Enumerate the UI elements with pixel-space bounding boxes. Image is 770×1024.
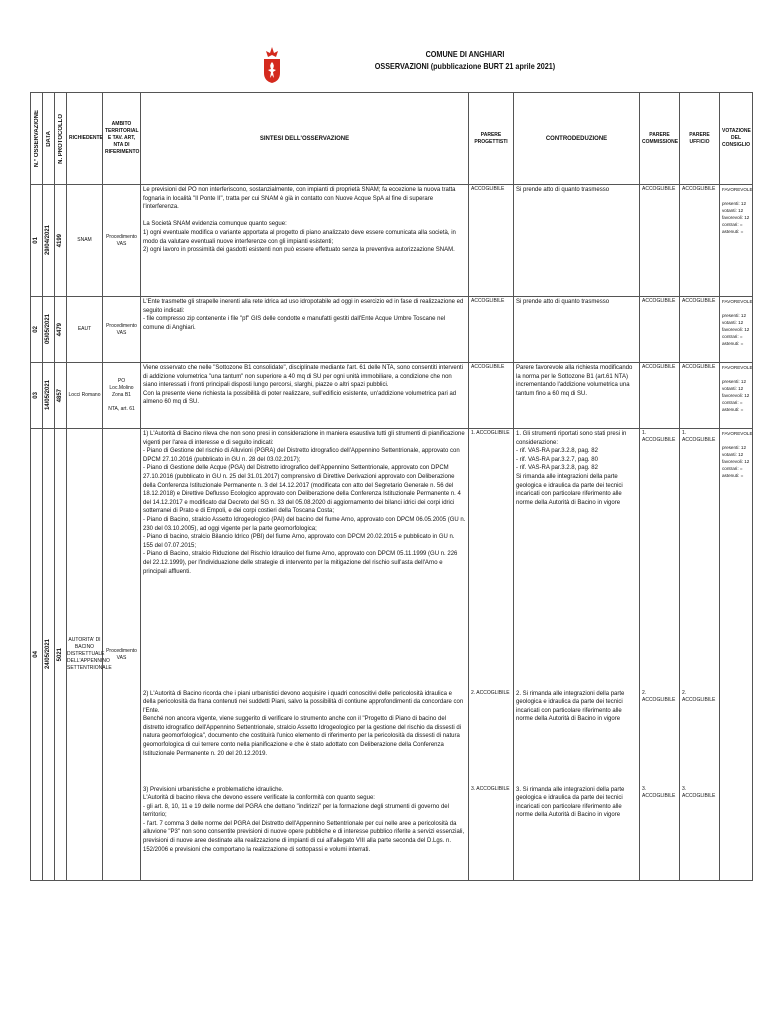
row-votazione: FAVOREVOLE presenti: 12 votanti: 12 favorevoli: 12 contrari: = astenuti: = — [720, 297, 753, 363]
row-parere-commissione: ACCOGLIBILE — [640, 297, 680, 363]
row-parere-progettisti: ACCOGLIBILE — [469, 363, 514, 429]
row-parere-ufficio: ACCOGLIBILE — [680, 185, 720, 297]
row-richiedente: Locci Romano — [67, 363, 103, 429]
row-votazione: FAVOREVOLE presenti: 12 votanti: 12 favorevoli: 12 contrari: = astenuti: = — [720, 363, 753, 429]
table-row — [31, 185, 753, 297]
row-parere-ufficio: ACCOGLIBILE — [680, 297, 720, 363]
row-parere-progettisti: 1. ACCOGLIBILE — [469, 429, 514, 689]
row-parere-commissione: ACCOGLIBILE — [640, 363, 680, 429]
row-protocollo: 4199 — [55, 185, 67, 297]
row-controdeduzione: 2. Si rimanda alle integrazioni della parte geologica e idraulica da parte dei tecnici incaricati con particolare riferimento alle norme della Autorità di Bacino in vigore — [514, 689, 640, 785]
row-parere-ufficio: 3. ACCOGLIBILE — [680, 785, 720, 881]
row-controdeduzione: Si prende atto di quanto trasmesso — [514, 297, 640, 363]
col-sintesi: SINTESI DELL'OSSERVAZIONE — [141, 93, 469, 185]
row-data: 24/05/2021 — [43, 429, 55, 881]
row-parere-commissione: 3. ACCOGLIBILE — [640, 785, 680, 881]
row-num: 01 — [31, 185, 43, 297]
comune-emblem-logo — [262, 45, 282, 85]
col-ambito: AMBITO TERRITORIAL E TAV. ART, NTA DI RIFERIMENTO — [103, 93, 141, 185]
row-ambito: PO Loc.Molino Zona B1 NTA, art. 61 — [103, 363, 141, 429]
col-data: DATA — [43, 93, 55, 185]
table-header-row — [31, 93, 753, 185]
col-num: N.° OSSERVAZIONE — [31, 93, 43, 185]
row-parere-ufficio: ACCOGLIBILE — [680, 363, 720, 429]
document-subtitle: OSSERVAZIONI (pubblicazione BURT 21 aprile 2021) — [374, 61, 556, 71]
row-data: 14/05/2021 — [43, 363, 55, 429]
col-parere-progettisti: PARERE PROGETTISTI — [469, 93, 514, 185]
row-ambito: Procedimento VAS — [103, 429, 141, 881]
row-richiedente: EAUT — [67, 297, 103, 363]
row-parere-progettisti: ACCOGLIBILE — [469, 297, 514, 363]
row-parere-progettisti: 2. ACCOGLIBILE — [469, 689, 514, 785]
col-protocollo: N. PROTOCOLLO — [55, 93, 67, 185]
col-controdeduzione: CONTRODEDUZIONE — [514, 93, 640, 185]
row-ambito: Procedimento VAS — [103, 297, 141, 363]
row-parere-commissione: 2. ACCOGLIBILE — [640, 689, 680, 785]
table-row — [31, 363, 753, 429]
row-num: 04 — [31, 429, 43, 881]
row-data: 29/04/2021 — [43, 185, 55, 297]
row-num: 03 — [31, 363, 43, 429]
row-controdeduzione: 1. Gli strumenti riportati sono stati presi in considerazione: - rif. VAS-RA par.3.2.8, pag. 82 - rif. VAS-RA par.3.2.7, pag. 80 - rif. VAS-RA par.3.2.8, pag. 82 Si rimanda alle integrazioni della parte geologica e idraulica da parte dei tecnici incaricati con particolare riferimento alle norme della Autorità di Bacino in vigore — [514, 429, 640, 689]
row-protocollo: 4479 — [55, 297, 67, 363]
row-parere-ufficio: 1. ACCOGLIBILE — [680, 429, 720, 689]
row-sintesi: 1) L'Autorità di Bacino rileva che non sono presi in considerazione in maniera esaustiva tutti gli strumenti di pianificazione vigenti per l'area di interesse e di seguito indicati: - Piano di Gestione del rischio di Alluvioni (PGRA) del Distretto idrografico dell'Appennino Settentrionale, approvato con DPCM 27.10.2016 (pubblicato in GU n. 28 del 03.02.2017); - Piano di Gestione delle Acque (PGA) del Distretto idrografico dell'Appennino Settentrionale, approvato con DPCM 27.10.2016 (pubblicato in GU n. 25 del 31.01.2017) comprensivo di Direttive Derivazioni approvato con Deliberazione della Conferenza Istituzionale Permanente n. 3 del 14.12.2017 (modificata con atto del Segretario Generale n. 56 del 18.12.2018) e Direttive Deflusso Ecologico approvato con Deliberazione della Conferenza Istituzionale Permanente n. 4 del 14.12.2017 e modificato dal Decreto del SG n. 33 del 05.08.2020 di aggiornamento dei bilanci idrici dei corpi idrici sotterranei di Prato e di Empoli, e dei corpi costieri della Toscana Costa; - Piano di Bacino, stralcio Assetto Idrogeologico (PAI) del bacino del fiume Arno, approvato con DPCM 06.05.2005 (GU n. 230 del 03.10.2005), ad oggi vigente per la parte geomorfologica; - Piano di bacino, stralcio Bilancio Idrico (PBI) del fiume Arno, approvato con DPCM 20.02.2015 e pubblicato in GU n. 155 del 07.07.2015; - Piano di Bacino, stralcio Riduzione del Rischio Idraulico del fiume Arno, approvato con DPCM 05.11.1999 (GU n. 226 del 22.12.1999), per l'individuazione delle strategie di intervento per la mitigazione del rischio sull'asta dell'Arno e principali affluenti. — [141, 429, 469, 689]
row-parere-commissione: 1. ACCOGLIBILE — [640, 429, 680, 689]
row-ambito: Procedimento VAS — [103, 185, 141, 297]
col-votazione: VOTAZIONE DEL CONSIGLIO — [720, 93, 753, 185]
row-protocollo: 5021 — [55, 429, 67, 881]
row-parere-progettisti: 3. ACCOGLIBILE — [469, 785, 514, 881]
col-richiedente: RICHIEDENTE — [67, 93, 103, 185]
row-controdeduzione: Parere favorevole alla richiesta modificando la norma per le Sottozone B1 (art.61 NTA) incrementando l'addizione volumetrica una tantum fino a 60 mq di SU. — [514, 363, 640, 429]
table-row — [31, 429, 753, 689]
col-parere-commissione: PARERE COMMISSIONE — [640, 93, 680, 185]
row-sintesi: 2) L'Autorità di Bacino ricorda che i piani urbanistici devono acquisire i quadri conoscitivi delle pericolosità idraulica e della pericolosità da frana contenuti nei suddetti Piani, salvo la possibilità di contiune approfondimenti da concordare con l'Ente. Benché non ancora vigente, viene suggerito di verificare lo strumento anche con il "Progetto di Piano di bacino del distretto idrografico dell'Appennino Settentrionale, stralcio Assetto Idrogeologico per la gestione del rischio da dissesti di natura geomorfologica", documento che costituirà l'unico elemento di riferimento per la pericolosità da dissesti di natura geomorfologica di cui terrere conto nella pianificazione e che è stato adottato con Deliberazione della Conferenza Istituzionale Permanente n. 20 del 20.12.2019. — [141, 689, 469, 785]
row-sintesi: L'Ente trasmette gli strapelle inerenti alla rete idrica ad uso idropotabile ad oggi in esercizio ed in fase di realizzazione ed seguito indicati: - file compresso zip contenente i file "pf" GIS delle condotte e manufatti gestiti dall'Ente Acque Umbre Toscane nel comune di Anghiari. — [141, 297, 469, 363]
row-sintesi: Viene osservato che nelle "Sottozone B1 consolidate", disciplinate mediante l'art. 61 delle NTA, sono consentiti interventi di addizione volumetrica "una tantum" non superiore a 40 mq di SU per ogni unità immobiliare, a condizione che non siano interessati i fronti principali disposti lungo percorsi, slarghi, piazze o altri spazi pubblici. Con la presente viene richiesta la possibilità di poter realizzare, sull'edificio esistente, un'addizione volumetrica pari ad almeno 60 mq di SU. — [141, 363, 469, 429]
row-votazione: FAVOREVOLE presenti: 12 votanti: 12 favorevoli: 12 contrari: = astenuti: = — [720, 429, 753, 881]
observations-table — [30, 92, 753, 881]
row-protocollo: 4857 — [55, 363, 67, 429]
row-richiedente: AUTORITA' DI BACINO DISTRETTUALE DELL'APPENNINO SETTENTRIONALE — [67, 429, 103, 881]
row-votazione: FAVOREVOLE presenti: 12 votanti: 12 favorevoli: 12 contrari: = astenuti: = — [720, 185, 753, 297]
row-parere-ufficio: 2. ACCOGLIBILE — [680, 689, 720, 785]
row-data: 05/05/2021 — [43, 297, 55, 363]
row-parere-commissione: ACCOGLIBILE — [640, 185, 680, 297]
table-row — [31, 297, 753, 363]
row-richiedente: SNAM — [67, 185, 103, 297]
row-num: 02 — [31, 297, 43, 363]
row-controdeduzione: 3. Si rimanda alle integrazioni della parte geologica e idraulica da parte dei tecnici incaricati con particolare riferimento alle norme della Autorità di Bacino in vigore — [514, 785, 640, 881]
row-controdeduzione: Si prende atto di quanto trasmesso — [514, 185, 640, 297]
row-parere-progettisti: ACCOGLIBILE — [469, 185, 514, 297]
row-sintesi: Le previsioni del PO non interferiscono, sostanzialmente, con impianti di proprietà SNAM; fa eccezione la nuova tratta fognaria in località "Il Ponte II", tratta per cui SNAM è già in contatto con Nuove Acque SpA al fine di superare l'interferenza. La Società SNAM evidenzia comunque quanto segue: 1) ogni eventuale modifica o variante apportata al progetto di piano analizzato deve essere comunicata alla società, in modo da valutare eventuali nuove interferenze con gli impianti esistenti; 2) ogni lavoro in prossimità dei gasdotti esistenti non può essere effettuato senza la preventiva autorizzazione SNAM. — [141, 185, 469, 297]
row-sintesi: 3) Previsioni urbanistiche e problematiche idrauliche. L'Autorità di bacino rileva che devono essere verificate la conformità con quanto segue: - gli art. 8, 10, 11 e 19 delle norme del PGRA che dettano "indirizzi" per la formazione degli strumenti di governo del territorio; - l'art. 7 comma 3 delle norme del PGRA del Distretto dell'Appennino Settentrionale per cui nelle aree a pericolosità da alluvione "P3" non sono consentite previsioni di nuove opere pubbliche e di interesse pubblico riferite a servizi essenziali, previsioni di nuove aree destinate alla realizzazione di impianti di cui all'allegato VIII alla parte seconda del D.Lgs. n. 152/2006 e previsioni che comportano la realizzazione di sottopassi e volumi interrati. — [141, 785, 469, 881]
document-header — [325, 48, 606, 72]
document-title: COMUNE DI ANGHIARI — [425, 49, 505, 59]
col-parere-ufficio: PARERE UFFICIO — [680, 93, 720, 185]
